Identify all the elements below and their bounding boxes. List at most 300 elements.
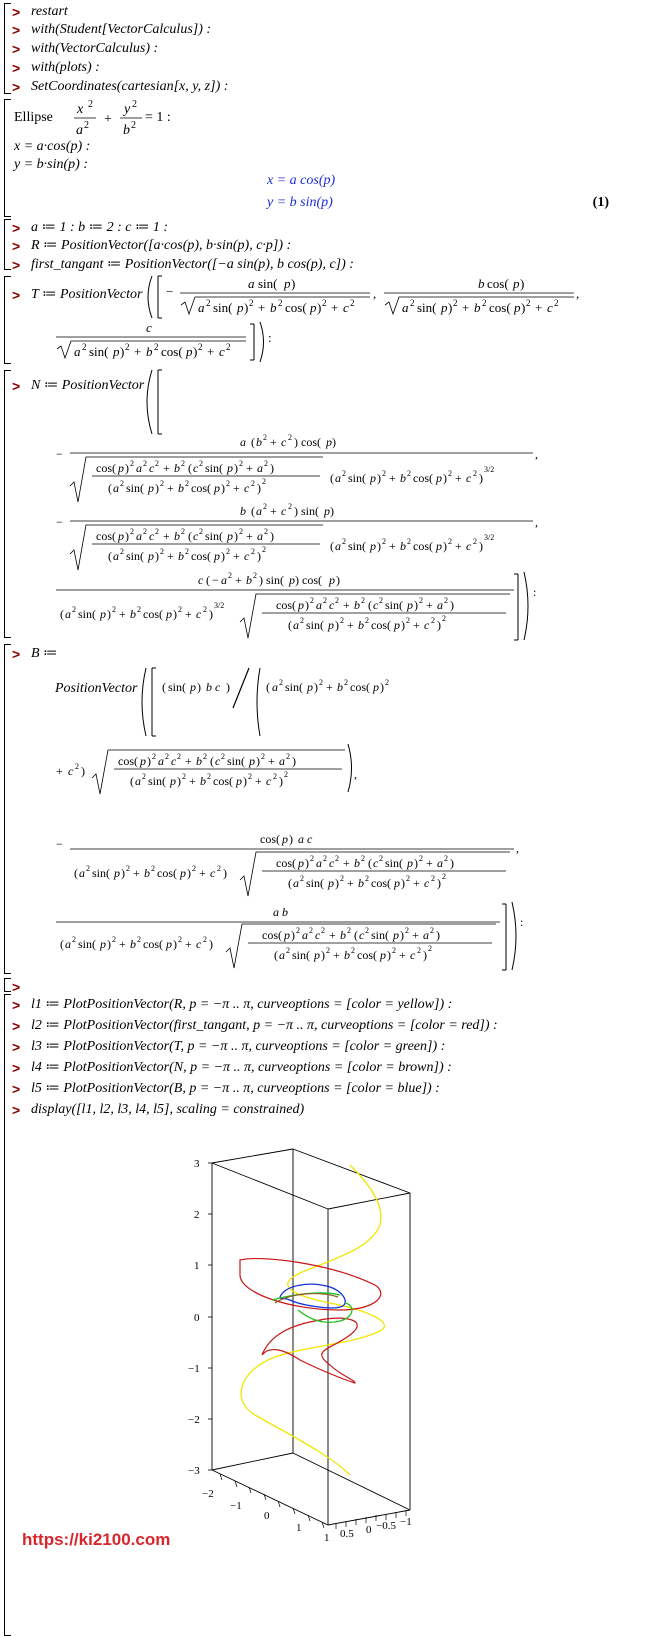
svg-text:): ) [107,937,111,951]
svg-text:+: + [235,573,242,587]
svg-text:+: + [104,112,112,127]
svg-text:2: 2 [286,752,290,761]
svg-text:cos(: cos( [96,461,116,475]
execution-group-bracket[interactable] [4,978,5,992]
svg-text:2: 2 [155,459,159,468]
svg-text:+: + [163,529,170,543]
svg-text:y: y [124,102,131,117]
svg-text:2: 2 [342,469,346,478]
svg-text:c: c [315,928,321,942]
plot-command-3[interactable]: l3 ≔ PlotPositionVector(T, p = −π .. π, curveoptions = [color = green]) : [31,1039,446,1054]
svg-text:2: 2 [473,469,477,478]
svg-text:sin(: sin( [306,618,324,632]
execution-group-bracket[interactable] [4,276,5,364]
svg-text:+: + [329,928,336,942]
execution-group-bracket[interactable] [4,644,5,974]
svg-text:b: b [337,680,343,694]
svg-text:(: ( [330,539,334,553]
plot-command-6[interactable]: display([l1, l2, l3, l4, l5], scaling = constrained) [31,1102,305,1117]
svg-text:c: c [149,461,155,475]
prompt-marker: > [12,646,21,662]
svg-text:+: + [413,876,420,890]
svg-text:cos(: cos( [213,774,233,788]
svg-text:): ) [279,774,283,788]
svg-text:p: p [436,471,442,485]
svg-text:c: c [547,300,553,315]
svg-text:2: 2 [379,596,383,605]
svg-text:(: ( [368,598,372,612]
assign-line-3[interactable]: first_tangant ≔ PositionVector([−a sin(p), b cos(p), c]) : [31,257,354,272]
svg-text:2: 2 [120,547,124,556]
plot-3d[interactable] [180,1145,440,1555]
svg-text:2: 2 [84,120,89,131]
svg-text:p: p [370,471,376,485]
svg-text:(: ( [210,754,214,768]
svg-text:): ) [335,876,339,890]
svg-text:): ) [243,774,247,788]
svg-text:+: + [343,598,350,612]
svg-text:): ) [226,680,230,694]
plot-command-1[interactable]: l1 ≔ PlotPositionVector(R, p = −π .. π, curveoptions = [color = yellow]) : [31,997,453,1012]
z-tick-label: 2 [194,1209,200,1221]
svg-text:): ) [401,618,405,632]
svg-text:p: p [514,300,521,315]
prompt-marker: > [12,60,21,76]
svg-text:+: + [163,461,170,475]
svg-text:p: p [180,866,186,880]
svg-text:+: + [185,937,192,951]
svg-text:2: 2 [300,616,304,625]
svg-text:2: 2 [444,854,448,863]
svg-text:): ) [256,754,260,768]
svg-text:): ) [291,276,296,291]
svg-text:sin(: sin( [385,856,403,870]
command-line-2[interactable]: with(Student[VectorCalculus]) : [31,22,212,37]
svg-text:2: 2 [385,678,389,687]
svg-text:c: c [196,607,202,621]
svg-text:2: 2 [207,772,211,781]
command-line-4[interactable]: with(plots) : [31,60,100,75]
svg-text:−: − [56,837,63,851]
svg-text:sin(: sin( [371,928,389,942]
svg-text:): ) [125,529,129,543]
svg-text:p: p [190,680,196,694]
x-tick-label: −1 [230,1500,242,1512]
svg-text:): ) [443,471,447,485]
svg-text:2: 2 [379,854,383,863]
svg-text:p: p [118,461,124,475]
svg-text:c: c [215,754,221,768]
svg-text:sin(: sin( [348,471,366,485]
svg-text:cos(: cos( [143,607,163,621]
svg-text:a: a [279,948,285,962]
svg-text:+: + [258,300,266,315]
svg-text:+: + [255,774,262,788]
svg-text:2: 2 [203,935,207,944]
svg-text:2: 2 [296,926,300,935]
svg-text:+: + [167,481,174,495]
svg-text:+: + [233,549,240,563]
line-x-def[interactable]: x = a·cos(p) : [14,139,91,154]
svg-text:cos(: cos( [143,937,163,951]
svg-text:b: b [240,504,246,518]
svg-text:+: + [199,866,206,880]
svg-text:p: p [513,276,520,291]
svg-text:sin(: sin( [348,539,366,553]
svg-text:2: 2 [72,605,76,614]
svg-text:−: − [56,447,63,461]
svg-text:): ) [401,876,405,890]
svg-text:2: 2 [126,864,130,873]
svg-text:+: + [412,928,419,942]
svg-text:): ) [336,573,340,587]
svg-text:): ) [414,856,418,870]
svg-text:2: 2 [350,298,355,308]
svg-text:+: + [56,764,63,778]
svg-text:2: 2 [165,752,169,761]
line-y-def[interactable]: y = b·sin(p) : [14,157,88,172]
svg-text:2: 2 [178,935,182,944]
svg-text:cos(: cos( [285,300,307,315]
svg-text:(: ( [108,549,112,563]
svg-text:b: b [270,300,277,315]
svg-text:sin(: sin( [213,300,233,315]
svg-text:sin(: sin( [227,754,245,768]
svg-text:): ) [257,549,261,563]
svg-text:2: 2 [382,469,386,478]
svg-text:sin(: sin( [89,344,109,359]
svg-text:b: b [130,607,136,621]
svg-text:−: − [166,284,174,299]
prompt-marker: > [12,1018,21,1034]
svg-text:a: a [423,928,429,942]
svg-text:,: , [354,767,357,781]
svg-text:a: a [79,866,85,880]
T-expression [48,272,628,367]
svg-text:cos(: cos( [371,618,391,632]
execution-group-bracket[interactable] [4,370,5,638]
svg-text:2: 2 [448,469,452,478]
svg-text:p: p [328,876,334,890]
svg-text:2: 2 [264,459,268,468]
svg-text:+: + [326,680,333,694]
svg-text:2: 2 [86,864,90,873]
svg-text:2: 2 [152,752,156,761]
prompt-marker: > [12,1081,21,1097]
svg-text:2: 2 [473,537,477,546]
svg-text:2: 2 [199,527,203,536]
svg-text:p: p [407,856,413,870]
svg-text:): ) [173,607,177,621]
prompt-marker: > [12,997,21,1013]
svg-text:): ) [305,598,309,612]
svg-text:2: 2 [406,874,410,883]
svg-text:p: p [298,598,304,612]
svg-text:b: b [256,435,262,449]
svg-text:cos(: cos( [413,539,433,553]
svg-text:p: p [289,573,295,587]
svg-text:2: 2 [431,616,435,625]
svg-text:(: ( [274,948,278,962]
svg-text:a: a [76,123,83,138]
svg-text:(: ( [188,529,192,543]
svg-text:b: b [478,276,485,291]
svg-text:(: ( [266,680,270,694]
svg-text:): ) [234,461,238,475]
prompt-marker[interactable]: > [12,979,21,995]
B-definition-label[interactable]: B ≔ [31,646,58,661]
svg-text:p: p [113,344,120,359]
svg-text:,: , [516,841,519,855]
svg-text:cos(: cos( [489,300,511,315]
svg-text:2: 2 [430,926,434,935]
svg-text:2: 2 [407,469,411,478]
z-tick-label: 1 [194,1260,200,1272]
z-tick-label: 0 [194,1312,200,1324]
svg-text:2: 2 [160,547,164,556]
z-tick-label: −1 [188,1363,200,1375]
svg-text:p: p [118,529,124,543]
svg-text:+: + [189,774,196,788]
svg-text:): ) [221,481,225,495]
svg-text:+: + [246,461,253,475]
svg-text:2: 2 [112,935,116,944]
svg-text:b: b [354,598,360,612]
execution-group-bracket[interactable] [4,219,5,270]
svg-text:p: p [170,774,176,788]
svg-text:a: a [65,937,71,951]
svg-text::: : [268,330,272,345]
command-line-5[interactable]: SetCoordinates(cartesian[x, y, z]) : [31,79,229,94]
svg-text:2: 2 [226,342,231,352]
svg-text:p: p [249,754,255,768]
svg-text:2: 2 [239,459,243,468]
svg-text:a: a [240,435,246,449]
svg-text:sin(: sin( [78,937,96,951]
y-tick-label: 1 [324,1532,330,1544]
svg-text:2: 2 [347,926,351,935]
svg-text:): ) [289,832,293,846]
svg-text:b: b [400,539,406,553]
svg-text:2: 2 [112,605,116,614]
svg-text:2: 2 [185,547,189,556]
svg-text:2: 2 [177,752,181,761]
svg-text:2: 2 [206,298,211,308]
svg-text:−: − [56,515,63,529]
svg-text:) sin(: ) sin( [259,573,284,587]
svg-text:2: 2 [448,537,452,546]
svg-text:2: 2 [310,854,314,863]
svg-text:a: a [257,529,263,543]
svg-text:a: a [335,471,341,485]
svg-text:): ) [321,948,325,962]
svg-text:(: ( [288,618,292,632]
svg-text:): ) [221,549,225,563]
B-positionvector-label: PositionVector [55,681,138,696]
svg-text:a: a [335,539,341,553]
prompt-marker: > [12,378,21,394]
svg-text:+: + [185,754,192,768]
svg-text:sin(: sin( [306,876,324,890]
svg-text:(: ( [251,435,255,449]
svg-text:c: c [281,504,287,518]
svg-text:(: ( [368,856,372,870]
svg-text:p: p [148,549,154,563]
svg-text:+: + [119,937,126,951]
svg-text:c: c [373,598,379,612]
svg-text:): ) [436,928,440,942]
svg-text:c: c [373,856,379,870]
svg-text:p: p [140,754,146,768]
svg-text:2: 2 [335,596,339,605]
svg-text:−: − [212,573,219,587]
svg-text:b: b [196,754,202,768]
svg-text:b: b [340,928,346,942]
plot-command-4[interactable]: l4 ≔ PlotPositionVector(N, p = −π .. π, curveoptions = [color = brown]) : [31,1060,452,1075]
svg-text:2: 2 [75,762,79,771]
svg-text:a: a [248,276,255,291]
svg-text:b: b [130,937,136,951]
svg-text:(: ( [130,774,134,788]
svg-text:+: + [426,856,433,870]
N-definition-label[interactable]: N ≔ PositionVector [31,378,145,393]
svg-text:(: ( [74,866,78,880]
svg-text:b: b [178,549,184,563]
command-line-3[interactable]: with(VectorCalculus) : [31,41,159,56]
execution-group-bracket[interactable] [4,3,5,94]
execution-group-bracket[interactable] [4,99,5,217]
svg-text:): ) [209,607,213,621]
svg-text:2: 2 [284,770,288,779]
svg-text:2: 2 [142,772,146,781]
svg-text:+: + [167,549,174,563]
svg-text:2: 2 [137,605,141,614]
svg-text:): ) [377,471,381,485]
svg-text:): ) [414,598,418,612]
svg-text:p: p [237,300,244,315]
svg-text:cos(: cos( [161,344,183,359]
svg-text:p: p [214,481,220,495]
T-definition-label[interactable]: T ≔ PositionVector [31,287,143,302]
assign-line-1[interactable]: a ≔ 1 : b ≔ 2 : c ≔ 1 : [31,220,169,235]
svg-text:c: c [359,928,365,942]
svg-text:(: ( [188,461,192,475]
svg-text:+: + [455,539,462,553]
svg-text:2: 2 [143,527,147,536]
svg-text:,: , [535,515,538,529]
svg-text:+: + [347,618,354,632]
svg-text:2: 2 [286,946,290,955]
svg-text:2: 2 [453,298,458,308]
svg-text:): ) [257,481,261,495]
svg-text:sin(: sin( [258,276,278,291]
svg-text:b: b [174,461,180,475]
svg-text:2: 2 [262,545,266,554]
svg-text:): ) [291,928,295,942]
svg-text:): ) [155,481,159,495]
svg-text:c: c [329,598,335,612]
svg-text:): ) [107,607,111,621]
svg-text:+: + [333,948,340,962]
svg-text:): ) [193,344,198,359]
svg-text:+: + [331,300,339,315]
svg-text:c: c [196,937,202,951]
watermark-url[interactable]: https://ki2100.com [22,1530,171,1549]
prompt-marker: > [12,4,21,20]
plot-command-5[interactable]: l5 ≔ PlotPositionVector(B, p = −π .. π, curveoptions = [color = blue]) : [31,1081,440,1096]
execution-group-bracket[interactable] [4,994,5,1636]
svg-text:2: 2 [253,571,257,580]
svg-text:2: 2 [263,502,267,511]
svg-text:sin(: sin( [385,598,403,612]
command-line-1[interactable]: restart [31,4,68,19]
svg-text:c: c [193,529,199,543]
svg-text:p: p [393,928,399,942]
svg-text:p: p [314,948,320,962]
svg-text::: : [520,915,524,929]
svg-text:+: + [133,866,140,880]
svg-text:2: 2 [406,616,410,625]
svg-text:): ) [443,539,447,553]
svg-text:p: p [329,573,335,587]
svg-text:2: 2 [407,537,411,546]
svg-text:2: 2 [344,678,348,687]
svg-text:2: 2 [382,537,386,546]
svg-text:a: a [437,856,443,870]
plot-command-2[interactable]: l2 ≔ PlotPositionVector(first_tangant, p = −π .. π, curveoptions = [color = red]) : [31,1018,498,1033]
svg-text:p: p [284,276,291,291]
svg-text:2: 2 [249,298,254,308]
svg-text:+: + [119,607,126,621]
svg-text:(: ( [251,504,255,518]
svg-text:2: 2 [261,752,265,761]
svg-text:+: + [399,948,406,962]
svg-text:b: b [174,529,180,543]
prompt-marker: > [12,220,21,236]
svg-text:b: b [246,573,252,587]
svg-text:sin(: sin( [205,461,223,475]
svg-text:+: + [270,504,277,518]
svg-text:2: 2 [361,596,365,605]
svg-text:2: 2 [198,342,203,352]
svg-text:2: 2 [154,342,159,352]
svg-text:sin(: sin( [92,866,110,880]
svg-text:): ) [520,276,525,291]
svg-text:2: 2 [419,596,423,605]
svg-text:cos(: cos( [487,276,509,291]
svg-text:2: 2 [288,433,292,442]
curve-l1-yellow [241,1165,384,1475]
svg-text:) sin(: ) sin( [294,504,319,518]
svg-text:c: c [343,300,349,315]
svg-text:p: p [394,876,400,890]
svg-text:a: a [113,481,119,495]
svg-text:): ) [479,471,483,485]
svg-text:,: , [373,286,377,301]
assign-line-2[interactable]: R ≔ PositionVector([a·cos(p), b·sin(p), c·p]) : [31,238,292,253]
svg-text:2: 2 [130,459,134,468]
svg-text:p: p [328,618,334,632]
svg-text:): ) [270,529,274,543]
svg-text:2: 2 [221,752,225,761]
svg-text:+: + [389,539,396,553]
svg-text:a: a [293,876,299,890]
svg-text:2: 2 [288,502,292,511]
svg-text:2: 2 [323,854,327,863]
svg-text:2: 2 [143,459,147,468]
svg-text:2: 2 [310,596,314,605]
svg-text:2: 2 [88,99,93,110]
